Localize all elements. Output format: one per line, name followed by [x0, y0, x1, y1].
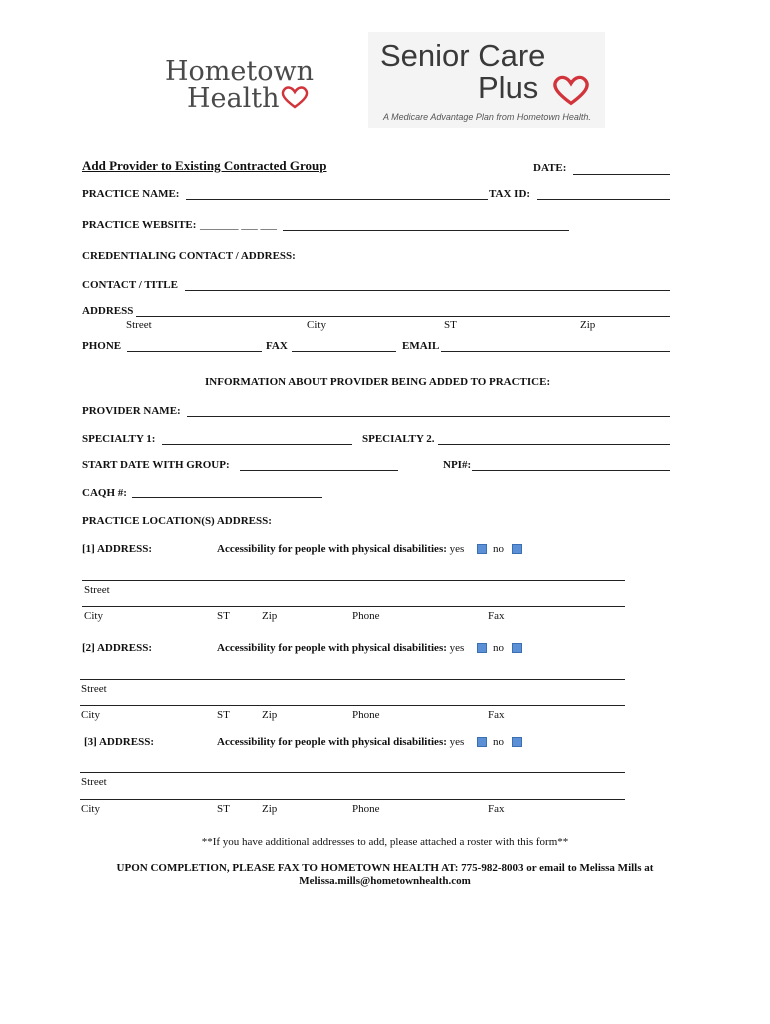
practice-website-field[interactable]: [283, 230, 569, 231]
date-field[interactable]: [573, 174, 670, 175]
specialty1-field[interactable]: [162, 444, 352, 445]
credentialing-heading: CREDENTIALING CONTACT / ADDRESS:: [82, 250, 296, 262]
specialty2-label: SPECIALTY 2.: [362, 433, 435, 445]
fax-label: FAX: [266, 340, 288, 352]
completion-instructions: UPON COMPLETION, PLEASE FAX TO HOMETOWN HEALTH AT: 775-982-8003 or email to Melissa Mills at: [116, 862, 654, 874]
address-label: ADDRESS: [82, 305, 134, 317]
location-3-no-checkbox[interactable]: [512, 737, 522, 747]
practice-name-field[interactable]: [186, 199, 488, 200]
provider-name-label: PROVIDER NAME:: [82, 405, 181, 417]
location-2-city-caption: City: [81, 709, 100, 721]
additional-addresses-note: **If you have additional addresses to add, please attached a roster with this form**: [201, 836, 569, 848]
address-street-caption: Street: [126, 319, 152, 331]
location-2-city-field[interactable]: [80, 705, 625, 706]
location-3-st-caption: ST: [217, 803, 230, 815]
fax-field[interactable]: [292, 351, 396, 352]
address-city-caption: City: [307, 319, 326, 331]
tax-id-field[interactable]: [537, 199, 670, 200]
start-date-field[interactable]: [240, 470, 398, 471]
address-zip-caption: Zip: [580, 319, 596, 331]
form-title: Add Provider to Existing Contracted Group: [82, 158, 327, 173]
location-3-street-caption: Street: [81, 776, 107, 788]
npi-field[interactable]: [472, 470, 670, 471]
location-2-no-checkbox[interactable]: [512, 643, 522, 653]
caqh-label: CAQH #:: [82, 487, 127, 499]
location-2-street-field[interactable]: [80, 679, 625, 680]
location-2-phone-caption: Phone: [352, 709, 380, 721]
location-2-st-caption: ST: [217, 709, 230, 721]
location-3-city-caption: City: [81, 803, 100, 815]
contact-title-field[interactable]: [185, 290, 670, 291]
caqh-value: _______________________________: [132, 487, 303, 499]
tax-id-label: TAX ID:: [489, 188, 531, 200]
address-st-caption: ST: [444, 319, 457, 331]
location-3-zip-caption: Zip: [262, 803, 278, 815]
address-field[interactable]: [136, 316, 670, 317]
heart-icon: [551, 74, 591, 106]
practice-website-value: _______ ___ ___: [200, 219, 277, 231]
location-1-city-caption: City: [84, 610, 103, 622]
location-1-label: [1] ADDRESS:: [82, 543, 152, 555]
location-2-accessibility: Accessibility for people with physical disabilities: yes: [217, 642, 465, 654]
location-3-city-field[interactable]: [80, 799, 625, 800]
specialty2-field[interactable]: [438, 444, 670, 445]
location-3-label: [3] ADDRESS:: [84, 736, 154, 748]
practice-name-label: PRACTICE NAME:: [82, 188, 180, 200]
location-1-accessibility: Accessibility for people with physical disabilities: yes: [217, 543, 465, 555]
location-3-street-field[interactable]: [80, 772, 625, 773]
provider-heading: INFORMATION ABOUT PROVIDER BEING ADDED TO PRACTICE:: [205, 376, 551, 388]
location-1-no-label: no: [493, 543, 504, 555]
location-2-zip-caption: Zip: [262, 709, 278, 721]
email-field[interactable]: [441, 351, 670, 352]
location-1-street-caption: Street: [84, 584, 110, 596]
hometown-logo-line1: Hometown: [165, 56, 314, 87]
completion-email: Melissa.mills@hometownhealth.com: [299, 875, 471, 887]
npi-label: NPI#:: [443, 459, 472, 471]
practice-website-label: PRACTICE WEBSITE:: [82, 219, 197, 231]
location-2-street-caption: Street: [81, 683, 107, 695]
scp-logo-line2: Plus: [478, 70, 539, 105]
location-2-no-label: no: [493, 642, 504, 654]
location-1-fax-caption: Fax: [488, 610, 505, 622]
heart-icon: [280, 85, 310, 109]
location-1-phone-caption: Phone: [352, 610, 380, 622]
locations-heading: PRACTICE LOCATION(S) ADDRESS:: [82, 515, 272, 527]
location-1-st-caption: ST: [217, 610, 230, 622]
location-2-label: [2] ADDRESS:: [82, 642, 152, 654]
specialty1-label: SPECIALTY 1:: [82, 433, 156, 445]
location-3-accessibility: Accessibility for people with physical disabilities: yes: [217, 736, 465, 748]
email-label: EMAIL: [402, 340, 440, 352]
location-2-fax-caption: Fax: [488, 709, 505, 721]
provider-name-field[interactable]: [187, 416, 670, 417]
location-1-no-checkbox[interactable]: [512, 544, 522, 554]
location-1-city-field[interactable]: [82, 606, 625, 607]
location-2-yes-checkbox[interactable]: [477, 643, 487, 653]
location-3-fax-caption: Fax: [488, 803, 505, 815]
start-date-label: START DATE WITH GROUP:: [82, 459, 230, 471]
caqh-field[interactable]: [132, 497, 322, 498]
location-3-yes-checkbox[interactable]: [477, 737, 487, 747]
date-label: DATE:: [533, 162, 567, 174]
location-3-phone-caption: Phone: [352, 803, 380, 815]
location-1-street-field[interactable]: [82, 580, 625, 581]
senior-care-plus-logo: [368, 32, 605, 128]
scp-tagline: A Medicare Advantage Plan from Hometown Health.: [383, 112, 591, 122]
scp-logo-line1: Senior Care: [380, 38, 546, 73]
hometown-logo-line2: Health: [187, 83, 280, 114]
phone-label: PHONE: [82, 340, 122, 352]
location-1-yes-checkbox[interactable]: [477, 544, 487, 554]
hometown-health-logo: [165, 58, 314, 112]
location-3-no-label: no: [493, 736, 504, 748]
contact-title-label: CONTACT / TITLE: [82, 279, 178, 291]
location-1-zip-caption: Zip: [262, 610, 278, 622]
phone-field[interactable]: [127, 351, 262, 352]
